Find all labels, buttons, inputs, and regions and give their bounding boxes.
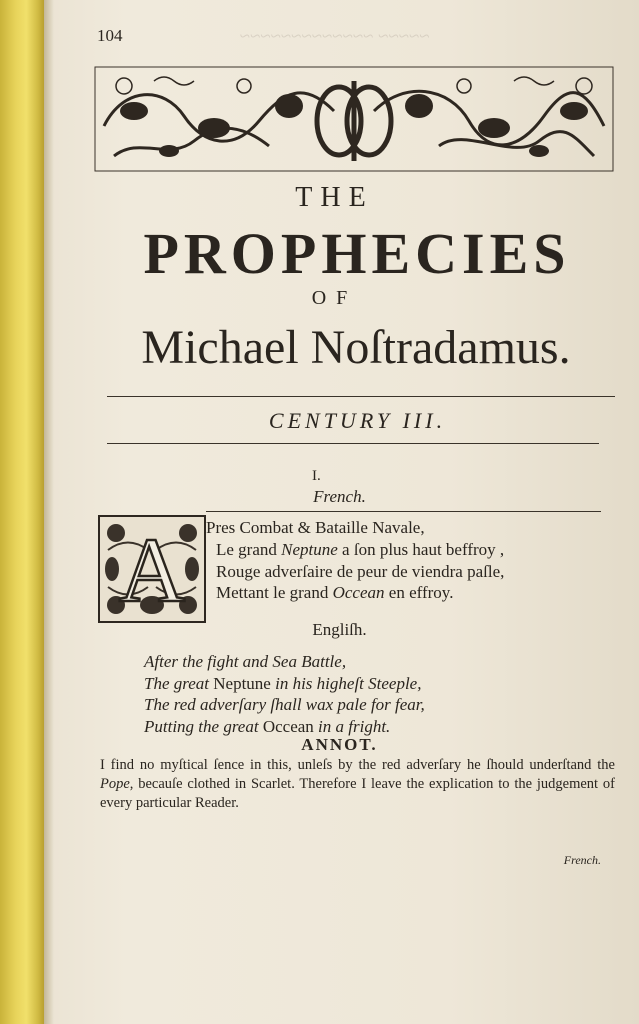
- french-verse-segment: Mettant le grand: [216, 583, 333, 602]
- french-verse-segment: en effroy.: [384, 583, 454, 602]
- title-of: OF: [311, 287, 358, 309]
- english-verse-line-1: [144, 651, 425, 673]
- initial-letter-glyph: A: [118, 519, 186, 621]
- english-verse-segment: Occean: [262, 716, 314, 736]
- english-verse-segment: After the fight and Sea Battle,: [144, 652, 347, 671]
- page-number: 104: [97, 26, 123, 45]
- english-heading: Engliſh.: [312, 620, 367, 639]
- floral-headpiece-ornament: [94, 66, 614, 172]
- decorated-initial-letter: [98, 515, 206, 623]
- quatrain-number: I.: [312, 468, 321, 484]
- gilt-page-edge: [0, 0, 44, 1024]
- english-verse-segment: Neptune: [213, 673, 271, 693]
- english-verse-line-2: [144, 673, 425, 695]
- rule-above-century: [107, 396, 615, 397]
- french-verse-segment: Le grand: [216, 540, 282, 559]
- french-verse: [216, 539, 504, 604]
- french-verse-line-2: [216, 539, 504, 561]
- french-heading: French.: [313, 487, 366, 506]
- english-verse-segment: The red adverſary ſhall wax pale for fear,: [144, 695, 425, 714]
- title-the: THE: [295, 182, 374, 213]
- annotation-text: [100, 756, 615, 813]
- english-verse-segment: in his higheſt Steeple,: [270, 673, 422, 693]
- french-verse-segment: Rouge adverſaire de peur de viendra paſle,: [216, 561, 505, 581]
- show-through-decoration: ​~~~~~ ~~~~~~~~~~~~~: [240, 26, 430, 47]
- annotation-segment: Pope: [100, 776, 130, 792]
- rule-below-century: [107, 443, 599, 444]
- century-heading: CENTURY III.: [268, 408, 447, 433]
- french-verse-segment: a ſon plus haut beffroy ,: [337, 540, 505, 559]
- english-verse-line-4: [144, 716, 425, 738]
- french-verse-line-4: [216, 582, 504, 604]
- title-prophecies: PROPHECIES: [143, 221, 571, 286]
- english-verse-segment: Putting the great: [144, 716, 263, 736]
- english-verse-segment: The great: [144, 673, 214, 693]
- gutter-shadow: [44, 0, 54, 1024]
- french-verse-line-1: Pres Combat & Bataille Navale,: [206, 518, 425, 537]
- french-verse-segment: Occean: [332, 583, 385, 602]
- rule-under-french-heading: [206, 511, 601, 512]
- french-verse-line-3: [216, 561, 504, 583]
- english-verse-line-3: [144, 694, 425, 716]
- french-verse-segment: Neptune: [281, 540, 338, 559]
- english-verse: [144, 651, 425, 737]
- annotation-segment: , becauſe clothed in Scarlet. Therefore I leave the explication to the judgement of every particular Reader.: [100, 776, 615, 811]
- english-verse-segment: in a fright.: [313, 716, 391, 736]
- catchword: French.: [563, 853, 601, 867]
- annotation-heading: ANNOT.: [301, 735, 378, 754]
- title-author-name: Michael Noſtradamus.: [141, 321, 571, 374]
- annotation-segment: I find no myſtical ſence in this, unleſs by the red adverſary he ſhould underſtand the: [100, 757, 615, 773]
